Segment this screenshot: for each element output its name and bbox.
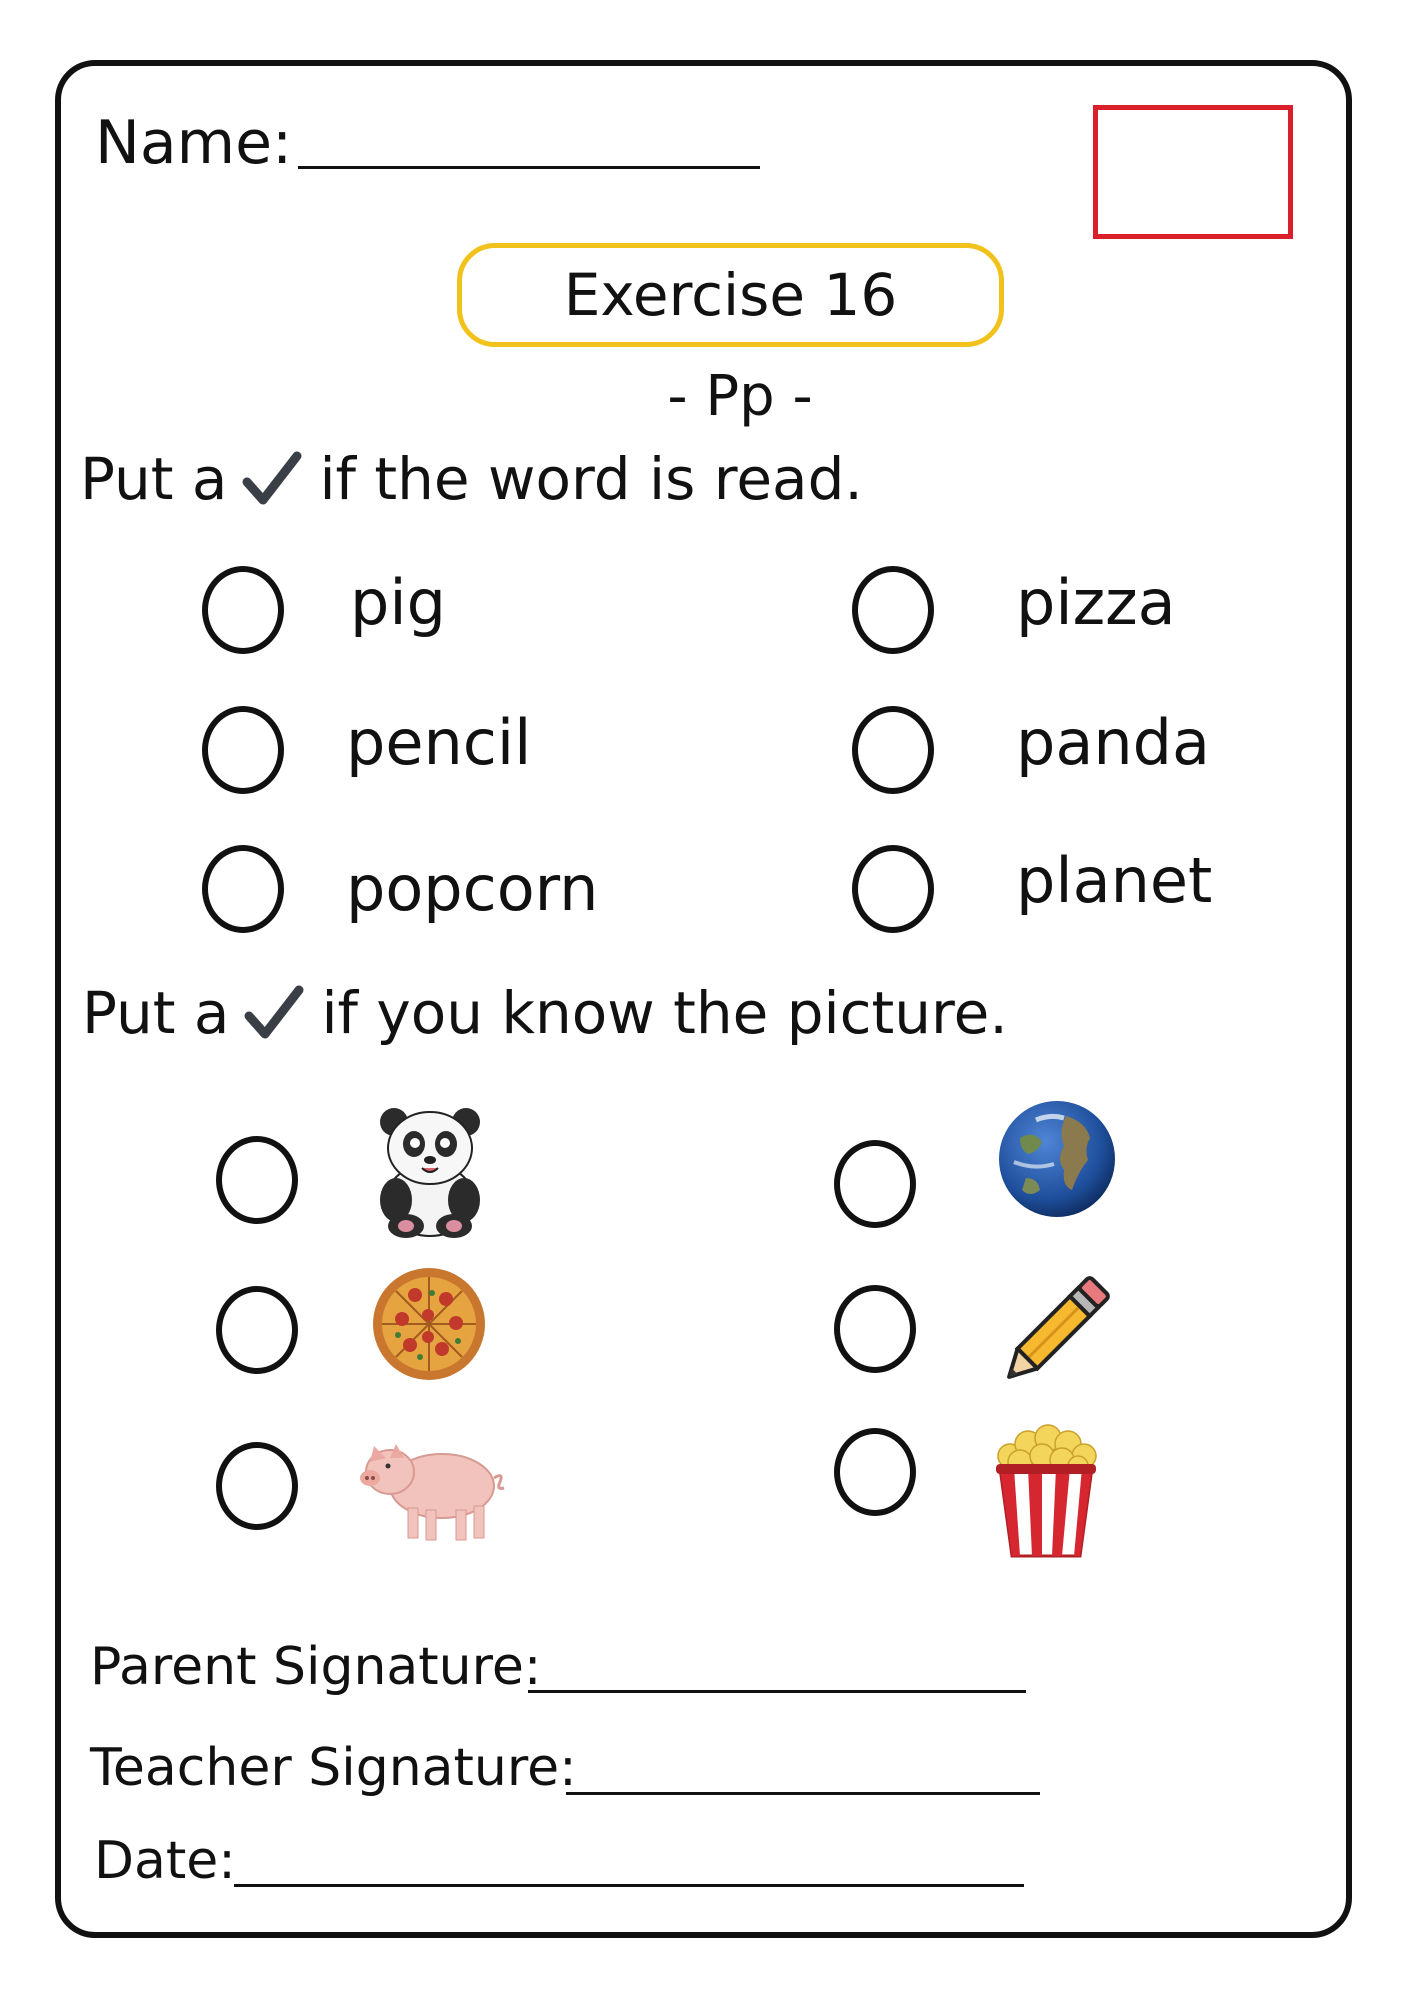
- check-icon: [243, 982, 305, 1044]
- word-planet: planet: [1016, 844, 1213, 917]
- exercise-title-text: Exercise 16: [563, 261, 898, 329]
- word-popcorn: popcorn: [346, 852, 599, 925]
- picture-checkbox-pig[interactable]: [216, 1442, 298, 1530]
- exercise-title: [457, 243, 1004, 347]
- pig-picture: [356, 1428, 506, 1548]
- pizza-picture: [370, 1265, 488, 1383]
- instruction-pictures-before: Put a: [82, 979, 230, 1047]
- picture-checkbox-pencil[interactable]: [834, 1285, 916, 1373]
- name-line[interactable]: [298, 166, 760, 169]
- parent-signature-line[interactable]: [528, 1690, 1026, 1693]
- word-pizza: pizza: [1016, 566, 1176, 639]
- picture-checkbox-earth[interactable]: [834, 1140, 916, 1228]
- date-line[interactable]: [234, 1884, 1024, 1887]
- instruction-words-after: if the word is read.: [319, 445, 863, 513]
- instruction-words: [80, 444, 863, 514]
- parent-signature-label: Parent Signature:: [90, 1637, 542, 1697]
- instruction-pictures-after: if you know the picture.: [321, 979, 1008, 1047]
- instruction-words-before: Put a: [80, 445, 228, 513]
- instruction-pictures: [82, 978, 1008, 1048]
- word-checkbox-planet[interactable]: [852, 845, 934, 933]
- teacher-signature-line[interactable]: [566, 1792, 1040, 1795]
- word-checkbox-pizza[interactable]: [852, 566, 934, 654]
- word-pencil: pencil: [346, 706, 532, 779]
- name-label: Name:: [95, 108, 293, 178]
- picture-checkbox-popcorn[interactable]: [834, 1428, 916, 1516]
- check-icon: [241, 448, 303, 510]
- earth-picture: [996, 1098, 1118, 1220]
- teacher-signature-label: Teacher Signature:: [90, 1738, 577, 1798]
- grade-box: [1093, 105, 1293, 239]
- word-panda: panda: [1016, 706, 1210, 779]
- picture-checkbox-panda[interactable]: [216, 1136, 298, 1224]
- word-checkbox-pig[interactable]: [202, 566, 284, 654]
- word-checkbox-popcorn[interactable]: [202, 845, 284, 933]
- pencil-picture: [994, 1260, 1126, 1392]
- word-checkbox-pencil[interactable]: [202, 706, 284, 794]
- popcorn-picture: [990, 1420, 1102, 1560]
- word-pig: pig: [350, 566, 446, 639]
- letter-heading: - Pp -: [667, 364, 813, 429]
- word-checkbox-panda[interactable]: [852, 706, 934, 794]
- date-label: Date:: [94, 1831, 236, 1891]
- picture-checkbox-pizza[interactable]: [216, 1286, 298, 1374]
- panda-picture: [372, 1100, 488, 1238]
